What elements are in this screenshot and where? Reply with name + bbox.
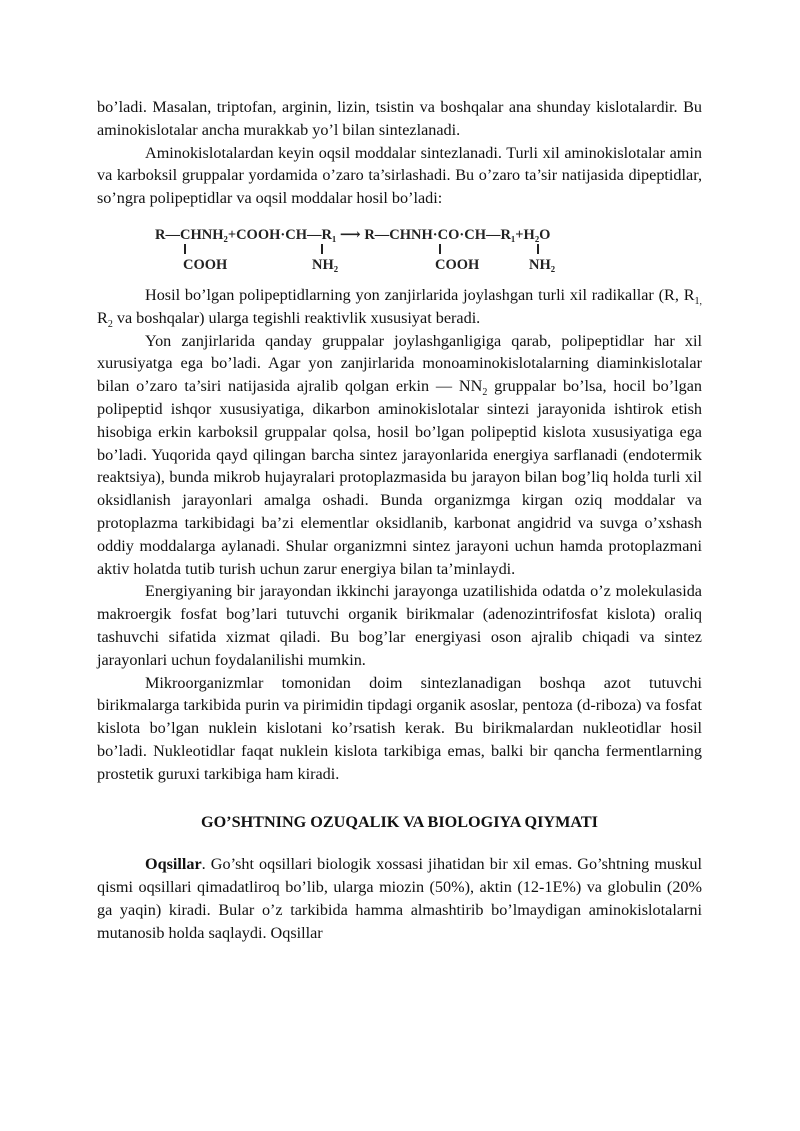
paragraph-1: bo’ladi. Masalan, triptofan, arginin, lizin, tsistin va boshqalar ana shunday kislotalardir. Bu aminokislotalar ancha murakkab yo’l bilan sintezlanadi. [97, 98, 702, 139]
formula-equation: R—CHNH₂+COOH·CH—R₁ ⟶ R—CHNH·CO·CH—R₁+H₂O [155, 226, 551, 243]
paragraph-7-text: . Go’sht oqsillari biologik xossasi jihatidan bir xil emas. Go’shtning muskul qismi oqsillari qimadatliroq bo’lib, ularga miozin (50%), aktin (12-1E%) va globulin (20% ga yaqin) kiradi. Bular o’z tarkibida hamma almashtirib bo’lmaydigan aminokislotalarni mutanosib holda saqlaydi. Oqsillar [97, 855, 702, 942]
paragraph-3-text-b: R [97, 308, 108, 327]
formula-cooh-2: COOH [435, 256, 480, 273]
paragraph-5: Energiyaning bir jarayondan ikkinchi jarayonga uzatilishida odatda o’z molekulasida makroergik fosfat bog’lari tutuvchi organik birikmalar (adenozintrifosfat kislota) oraliq tashuvchi sifatida xizmat qiladi. Bu bog’lar energiyasi oson ajralib chiqadi va sintez jarayonlari uchun foydalanilishi mumkin. [97, 582, 702, 669]
document-page [97, 96, 702, 945]
subscript-nn2: 2 [482, 387, 488, 399]
formula-bond-3 [439, 244, 441, 254]
term-oqsillar: Oqsillar [145, 855, 202, 874]
paragraph-4-text-a: Yon zanjirlarida qanday gruppalar joylashganligiga qarab, polipeptidlar har xil xurusiyatga ega bo’ladi. Agar yon zanjirlarida monoaminokislotalarning diaminkislotalar bilan o’zaro ta’siri natijasida ajralib qolgan erkin — NN [97, 331, 702, 396]
section-heading: GO’SHTNING OZUQALIK VA BIOLOGIYA QIYMATI [201, 812, 598, 831]
subscript-r2: 2 [107, 319, 113, 331]
paragraph-4 [97, 330, 702, 581]
peptide-reaction-formula [97, 220, 702, 278]
formula-bond-4 [537, 244, 539, 254]
paragraph-2: Aminokislotalardan keyin oqsil moddalar sintezlanadi. Turli xil aminokislotalar amin va karboksil gruppalar yordamida o’zaro ta’sirlashadi. Bu o’zaro ta’sir natijasida dipeptidlar, so’ngra polipeptidlar va oqsil moddalar hosil bo’ladi: [97, 143, 702, 208]
paragraph-7 [97, 853, 702, 944]
paragraph-3-text-a: Hosil bo’lgan polipeptidlarning yon zanjirlarida joylashgan turli xil radikallar (R, R [145, 285, 695, 304]
paragraph-3-text-c: va boshqalar) ularga tegishli reaktivlik xususiyat beradi. [112, 308, 481, 327]
formula-bond-1 [184, 244, 186, 254]
formula-nh2-2: NH₂ [529, 256, 556, 273]
formula-nh2-1: NH₂ [312, 256, 339, 273]
formula-bond-2 [321, 244, 323, 254]
subscript-r1: 1, [694, 296, 702, 308]
paragraph-6: Mikroorganizmlar tomonidan doim sintezlanadigan boshqa azot tutuvchi birikmalarga tarkibida purin va pirimidin tipdagi organik asoslar, pentoza (d-riboza) va fosfat kislota bo’lgan nuklein kislotani ko’rsatish kerak. Bu birikmalardan nukleotidlar hosil bo’ladi. Nukleotidlar faqat nuklein kislota tarkibiga emas, balki bir qancha fermentlarning prostetik guruxi tarkibiga ham kiradi. [97, 673, 702, 783]
formula-cooh-1: COOH [183, 256, 228, 273]
paragraph-4-text-b: gruppalar bo’lsa, hocil bo’lgan polipeptid ishqor xususiyatiga, dikarbon aminokislotalar sintezi jarayonida ishtirok etish hisobiga erkin karboksil gruppalar qolsa, hosil bo’lgan polipeptid kislota xususiyatiga ega bo’ladi. Yuqorida qayd qilingan barcha sintez jarayonlarida energiya sarflanadi (endotermik reaktsiya), bunda mikrob hujayralari protoplazmasida bu jarayon bilan bog’liq holda turli xil oksidlanish jarayonlari amalga oshadi. Bunda organizmga kirgan oziq moddalar va protoplazma tarkibidagi ba’zi elementlar oksidlanib, karbonat angidrid va suvga o’xshash oddiy moddalarga aylanadi. Shular organizmni sintez jarayoni uchun hamda protoplazmani aktiv holatda tutib turish uchun zarur energiya bilan ta’minlaydi. [97, 377, 702, 578]
paragraph-3 [97, 284, 702, 330]
